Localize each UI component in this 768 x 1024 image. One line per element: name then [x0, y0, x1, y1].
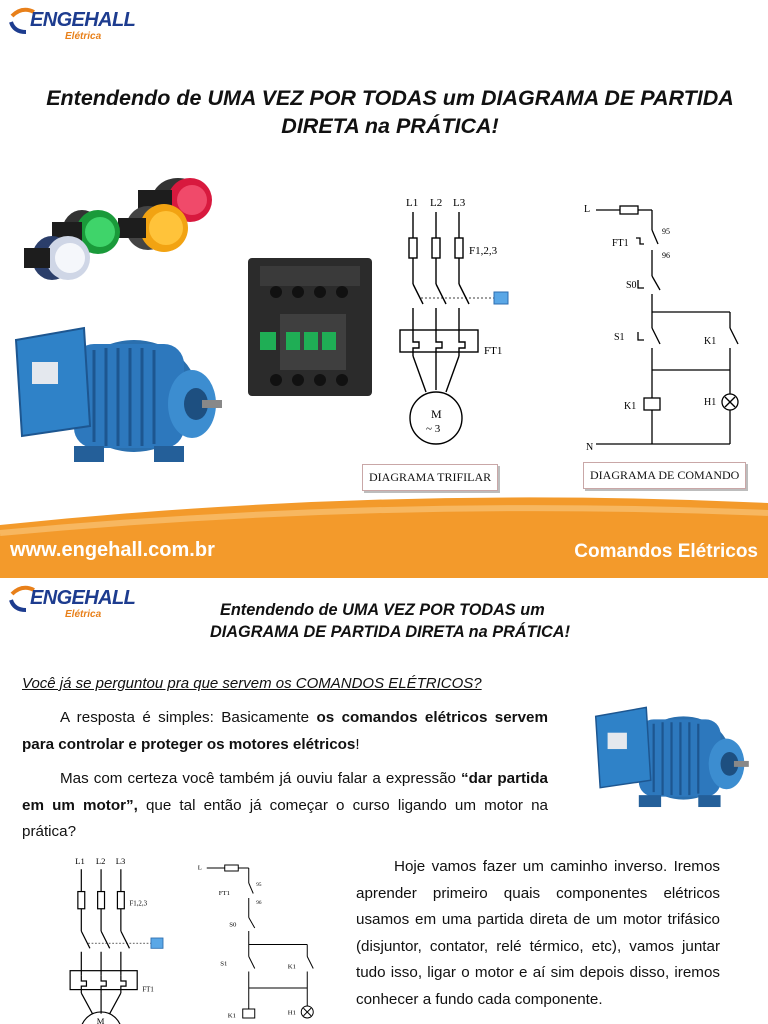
logo-subtitle: Elétrica — [65, 609, 102, 620]
trifilar-diagram — [66, 852, 174, 1024]
trifilar-diagram — [396, 192, 520, 454]
ft1-label: FT1 — [218, 890, 231, 897]
footer-band — [0, 495, 768, 578]
contact-95-label: 95 — [256, 882, 262, 888]
s0-label: S0 — [626, 280, 637, 291]
relay-label: FT1 — [484, 345, 503, 357]
caption-trifilar: DIAGRAMA TRIFILAR — [362, 464, 498, 491]
phase-label: L1 — [406, 197, 419, 209]
k1-coil-label: K1 — [227, 1012, 236, 1020]
p1-bold: os comandos elétricos servem para controlar e proteger os motores elétricos — [22, 709, 548, 753]
paragraph-3: Hoje vamos fazer um caminho inverso. Iremos aprender primeiro quais componentes elétricos usamos em uma partida direta de um motor trifásico (disjuntor, contator, relé térmico, etc), vamos juntar tudo isso, ligar o motor e aí sim depois disso, iremos conhecer a fundo cada componente. — [356, 858, 720, 1008]
k1-contact-label: K1 — [704, 336, 717, 347]
logo-name: ENGEHALL — [30, 587, 136, 609]
p2-text: Mas com certeza você também já ouviu falar a expressão — [60, 770, 462, 787]
fuse-label: F1,2,3 — [469, 245, 498, 257]
ft1-label: FT1 — [612, 238, 629, 249]
p2-bold: “dar partida em um motor”, — [22, 770, 548, 814]
intro-question: Você já se perguntou pra que servem os COMANDOS ELÉTRICOS? — [22, 675, 482, 692]
paragraph-2 — [22, 766, 548, 846]
h1-label: H1 — [704, 397, 717, 408]
footer-url: www.engehall.com.br — [10, 539, 215, 561]
comando-diagram — [582, 194, 752, 456]
phase-label: L1 — [75, 856, 85, 867]
h1-label: H1 — [287, 1009, 296, 1017]
logo-name: ENGEHALL — [30, 9, 136, 31]
phase-label: L3 — [453, 197, 466, 209]
s1-label: S1 — [220, 960, 228, 968]
footer-curve — [0, 495, 768, 578]
section-title-text: Entendendo de UMA VEZ POR TODAS um DIAGRAMA DE PARTIDA DIRETA na PRÁTICA! — [210, 601, 570, 641]
line-label: L — [197, 864, 202, 872]
fuse-label: F1,2,3 — [129, 900, 148, 908]
motor-label: M — [431, 407, 442, 421]
s0-label: S0 — [229, 921, 237, 929]
k1-contact-label: K1 — [287, 963, 296, 971]
engehall-logo — [8, 582, 136, 626]
phase-label: L2 — [95, 856, 106, 867]
section-title — [210, 599, 590, 643]
contactor-image — [246, 256, 374, 398]
engehall-logo — [8, 4, 136, 48]
contact-96-label: 96 — [662, 251, 670, 260]
caption-comando: DIAGRAMA DE COMANDO — [583, 462, 746, 489]
contact-96-label: 96 — [256, 900, 262, 906]
phase-label: L3 — [115, 856, 126, 867]
p2-end: que tal então já começar o curso ligando um motor na prática? — [22, 796, 548, 840]
electric-motor-image — [14, 318, 226, 466]
phase-label: L2 — [430, 197, 443, 209]
k1-coil-label: K1 — [624, 401, 637, 412]
p1-end: ! — [355, 735, 360, 753]
contact-95-label: 95 — [662, 227, 670, 236]
motor-label: M — [96, 1016, 105, 1024]
footer-brand: Comandos Elétricos — [574, 541, 758, 562]
paragraph-1 — [22, 705, 548, 758]
line-label: L — [584, 204, 591, 215]
pilot-lamps-image — [18, 172, 218, 292]
p1-text: A resposta é simples: Basicamente — [60, 709, 317, 726]
electric-motor-image — [590, 700, 756, 810]
s1-label: S1 — [614, 332, 625, 343]
motor-sub-label: ~ 3 — [426, 423, 441, 435]
comando-diagram — [196, 856, 324, 1024]
neutral-label: N — [586, 442, 594, 453]
logo-subtitle: Elétrica — [65, 31, 102, 42]
relay-label: FT1 — [142, 986, 154, 994]
page-title: Entendendo de UMA VEZ POR TODAS um DIAGRAMA DE PARTIDA DIRETA na PRÁTICA! — [46, 86, 734, 138]
